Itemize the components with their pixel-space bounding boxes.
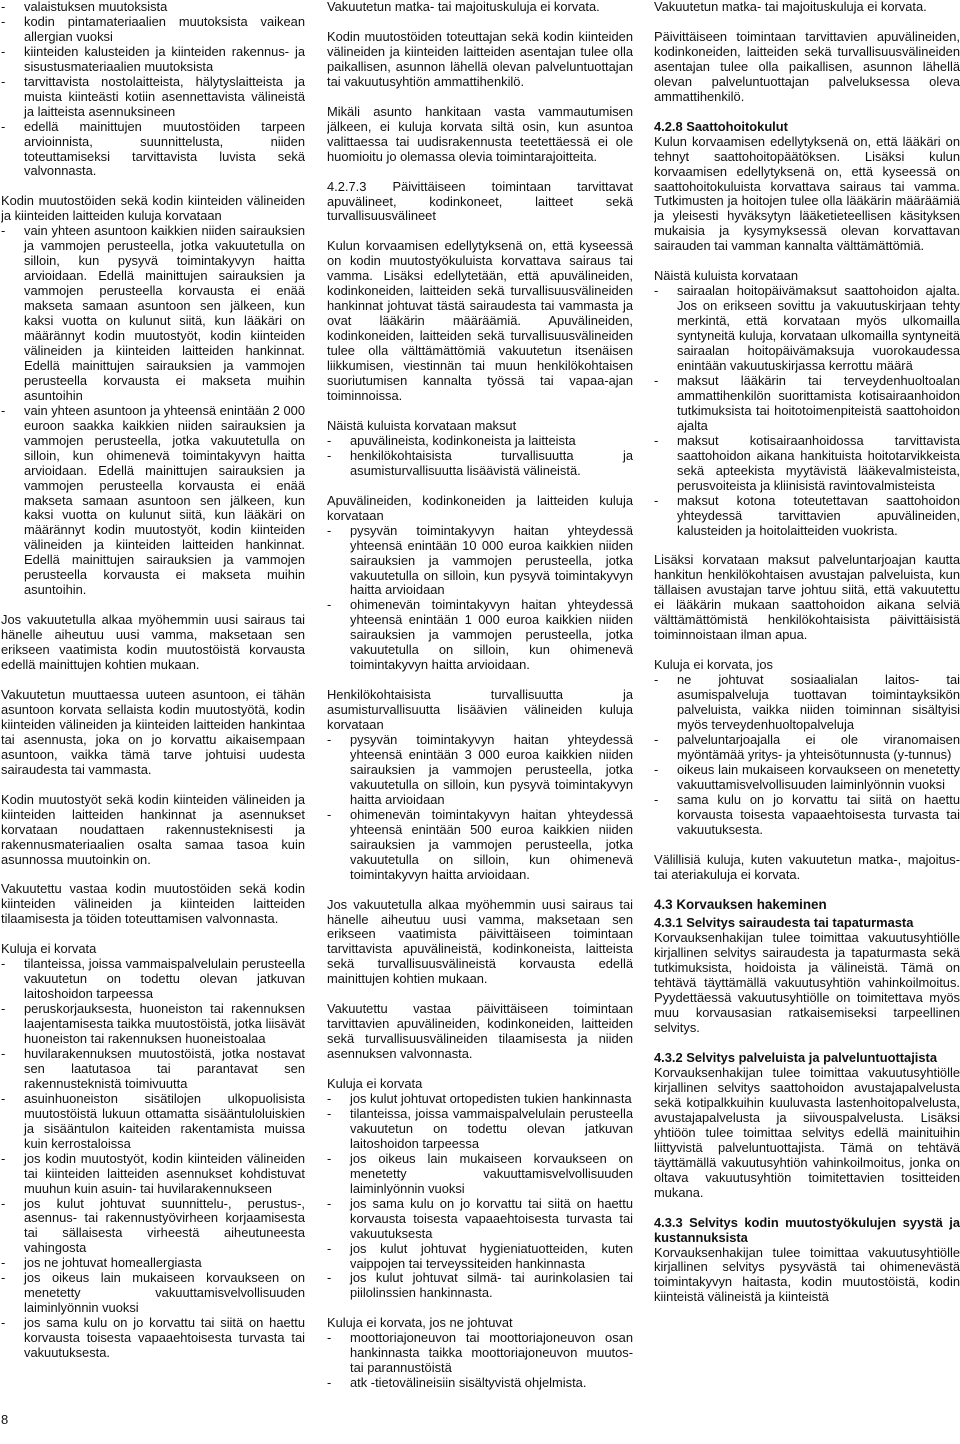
list-item: - palveluntarjoajalla ei ole viranomaisen myöntämää yritys- ja yhteisötunnusta (y-tunnus) <box>654 731 960 762</box>
column-middle <box>327 0 633 1391</box>
paragraph: Kulun korvaamisen edellytyksenä on, että kyseessä on kodin muutostyökuluista korvattava sairaus tai vamma. Lisäksi edellytetään, että apuvälineiden, kodinkoneiden, laitteiden sekä turvallisuusvälineiden hankinnat johtuvat tästä sairaudesta tai vammasta ja ovat lääkärin määräämiä. Apuvälineiden, kodinkoneiden, laitteiden sekä turvallisuusvälineiden tulee olla välttämättömiä vakuutetun itsenäisen liikkumisen, viestinnän tai muun henkilökohtaisen suoriutumisen kannalta työssä tai vapaa-ajan toiminnoissa. <box>327 238 633 403</box>
paragraph: Päivittäiseen toimintaan tarvittavien apuvälineiden, kodinkoneiden, laitteiden sekä turvallisuusvälineiden asentajan tulee olla paikallisen, asunnon lähellä olevan palveluntuottajan palveluksessa oleva ammattihenkilö. <box>654 28 960 104</box>
list-item: - jos kulut johtuvat silmä- tai aurinkolasien tai piilolinssien hankinnasta. <box>327 1270 633 1301</box>
paragraph: Vakuutettu vastaa päivittäiseen toimintaan tarvittavien apuvälineiden, kodinkoneiden, laitteiden sekä turvallisuusvälineiden tilaamisesta ja niiden asennuksen valvonnasta. <box>327 1001 633 1062</box>
list-item: - jos sama kulu on jo korvattu tai siitä on haettu korvausta toisesta vapaaehtoisesta turvasta tai vakuutuksesta <box>327 1195 633 1241</box>
palliative-costs-list <box>654 284 960 538</box>
paragraph: Mikäli asunto hankitaan vasta vammautumisen jälkeen, ei kuluja korvata siltä osin, kun asuntoa valittaessa tai uudisrakennusta teetettäessä ei ole huomioitu jo olemassa olevia toimintarajoitteita. <box>327 103 633 164</box>
list-item: - ne johtuvat sosiaalialan laitos- tai asumispalveluja tuottavan toimintayksikön palveluista, vaikka niiden toiminnan sisältyisi myös terveydenhuoltopalveluja <box>654 672 960 732</box>
list-item: - jos kulut johtuvat suunnittelu-, perustus-, asennus- tai rakennustyövirheen korjaamisesta tai sällaisesta virheestä aiheutuneesta vahingosta <box>1 1195 305 1256</box>
list-item: - jos oikeus lain mukaiseen korvaukseen on menetetty vakuuttamisvelvollisuuden laiminlyönnin vuoksi <box>327 1150 633 1196</box>
list-item: - atk -tietovälineisiin sisältyvistä ohjelmista. <box>327 1375 587 1391</box>
list-item: - jos kulut johtuvat ortopedisten tukien hankinnasta <box>327 1091 632 1107</box>
list-item: - jos kodin muutostyöt, kodin kiinteiden välineiden tai kiinteiden laitteiden asennukset kohdistuvat muuhun kuin asuin- tai huvilarakennukseen <box>1 1150 305 1196</box>
column-left <box>1 0 305 1361</box>
list-item: - maksut kotona toteutettavan saattohoidon yhteydessä tarvittavien apuvälineiden, kalusteiden ja hoitolaitteiden vuokrista. <box>654 492 960 538</box>
exclusions-list <box>1 957 305 1361</box>
list-item: - valaistuksen muutoksista <box>1 0 168 14</box>
list-item: - jos oikeus lain mukaiseen korvaukseen on menetetty vakuuttamisvelvollisuuden laiminlyönnin vuoksi <box>1 1270 305 1316</box>
paragraph: Vakuutetun matka- tai majoituskuluja ei korvata. <box>327 0 600 14</box>
column-right <box>654 0 960 1305</box>
list-item: - jos ne johtuvat homeallergiasta <box>1 1255 202 1271</box>
list-item: - tilanteissa, joissa vammaispalvelulain perusteella vakuutetun on todettu olevan jatkuvan laitoshoidon tarpeessa <box>327 1106 633 1151</box>
list-item: - maksut kotisairaanhoidossa tarvittavista saattohoidon aikana hankituista hoitotarvikkeista sekä apteekista myytävistä lääkevalmisteista, perusvoiteista ja kliinisistä ravintovalmisteista <box>654 432 960 493</box>
section-heading: 4.3.1 Selvitys sairaudesta tai tapaturmasta <box>654 915 914 931</box>
list-item: - pysyvän toimintakyvyn haitan yhteydessä yhteensä enintään 10 000 euroa kaikkien niiden sairauksien ja vammojen perusteella, jotka vakuutetulla on silloin, kun pysyvä toimintakyvyn haitta arvioidaan <box>327 522 633 598</box>
paragraph: Kuluja ei korvata, jos <box>654 657 773 673</box>
paragraph: Lisäksi korvataan maksut palveluntarjoajan kautta hankitun henkilökohtaisen avustajan palveluista, kun tällaisen avustajan tarve johtuu siitä, että vakuutettu ei lääkärin mukaan saattohoidon aikana selviä välttämättömistä henkilökohtaisista päivittäisistä toiminnoistaan ilman apua. <box>654 552 960 643</box>
paragraph: Vakuutettu vastaa kodin muutostöiden sekä kodin kiinteiden välineiden ja kiinteiden laitteiden tilaamisesta ja töiden toteuttamisen valvonnasta. <box>1 881 305 927</box>
paragraph: Kuluja ei korvata, jos ne johtuvat <box>327 1315 513 1331</box>
list-item: - edellä mainittujen muutostöiden tarpeen arvioinnista, suunnittelusta, niiden toteuttamiseksi tarvittavista luvista sekä valvonnasta. <box>1 118 305 179</box>
paragraph: Jos vakuutetulla alkaa myöhemmin uusi sairaus tai hänelle aiheutuu uusi vamma, maksetaan sen erikseen vaatimista kodin muutostöistä korvausta edellä mainittujen kohtien mukaan. <box>1 612 305 673</box>
exclusions-list <box>654 673 960 837</box>
safety-limits-list <box>327 733 633 883</box>
list-item: - jos kulut johtuvat hygieniatuotteiden, kuten vaippojen tai terveyssiteiden hankinnasta <box>327 1240 633 1271</box>
paragraph: Kuluja ei korvata <box>327 1076 423 1092</box>
section-heading: 4.3.2 Selvitys palveluista ja palveluntuottajista <box>654 1050 937 1066</box>
compensated-items-list <box>327 434 633 479</box>
paragraph: Näistä kuluista korvataan <box>654 268 799 284</box>
list-item: - apuvälineista, kodinkoneista ja laitteista <box>327 432 576 448</box>
exclusions-list <box>327 1092 633 1301</box>
list-item: - vain yhteen asuntoon ja yhteensä enintään 2 000 euroon saakka kaikkien niiden sairauksien ja vammojen perusteella, jotka vakuutetulla on silloin, kun ohimenevä toimintakyvyn haitta arvioidaan. Edellä mainittujen sairauksien ja vammojen perusteella korvausta ei enää makseta samaan asuntoon sen jälkeen, kun kaksi vuotta on kulunut siitä, kun lääkäri on määrännyt kodin muutostyöt, kodin kiinteiden välineiden ja kiinteiden laitteiden hankinnat. Edellä mainittujen sairauksien ja vammojen perusteella korvausta ei makseta muihin asuntoihin. <box>1 402 305 598</box>
page-number: 8 <box>1 1412 9 1427</box>
aid-limits-list <box>327 524 633 674</box>
list-item: - sama kulu on jo korvattu tai siitä on haettu korvausta toisesta vapaaehtoisesta turvasta tai vakuutuksesta. <box>654 791 960 837</box>
paragraph: Korvauksenhakijan tulee toimittaa vakuutusyhtiölle kirjallinen selvitys pysyvästä tai ohimenevästä toimintakyvyn haitasta, kodin muutostöistä, kodin kiinteistä välineistä ja kiinteistä <box>654 1244 960 1305</box>
list-item: - vain yhteen asuntoon kaikkien niiden sairauksien ja vammojen perusteella, jotka vakuutetulla on silloin, kun pysyvä toimintakyvyn haitta arvioidaan. Edellä mainittujen sairauksien ja vammojen perusteella korvausta ei enää makseta samaan asuntoon sen jälkeen, kun kaksi vuotta on kulunut siitä, kun lääkäri on määrännyt kodin muutostyöt, kodin kiinteiden välineiden ja kiinteiden laitteiden hankinnat. Edellä mainittujen sairauksien ja vammojen perusteella korvausta ei makseta muihin asuntoihin <box>1 223 305 403</box>
compensation-limits-list <box>1 224 305 598</box>
paragraph: Korvauksenhakijan tulee toimittaa vakuutusyhtiölle kirjallinen selvitys sairaudesta ja tapaturmasta sekä tutkimuksista, hoidoista ja välineistä. Tämä on tehtävä täyttämällä vakuutusyhtiön vahinkoilmoitus. Pyydettäessä vakuutusyhtiölle on toimitettava myös muu korvausasian ratkaisemiseksi tarpeellinen selvitys. <box>654 930 960 1036</box>
paragraph: Jos vakuutetulla alkaa myöhemmin uusi sairaus tai hänelle aiheutuu uusi vamma, maksetaan sen erikseen vaatimista päivittäiseen toimintaan tarvittavista apuvälineistä, kodinkoneista, laitteista sekä turvallisuusvälineistä korvausta edellä mainittujen kohtien mukaan. <box>327 896 633 987</box>
list-item: - jos sama kulu on jo korvattu tai siitä on haettu korvausta toisesta vapaaehtoisesta turvasta tai vakuutuksesta. <box>1 1315 305 1361</box>
section-heading: 4.2.8 Saattohoitokulut <box>654 118 788 134</box>
paragraph: Kodin muutostöiden toteuttajan sekä kodin kiinteiden välineiden ja kiinteiden laitteiden asentajan tulee olla paikallisen, asunnon lähellä olevan palveluntuottajan tai vakuutusyhtiön ammattihenkilö. <box>327 28 633 89</box>
paragraph: Korvauksenhakijan tulee toimittaa vakuutusyhtiölle kirjallinen selvitys saattohoidon avustajapalvelusta sekä kotipalkkuihin kuuluvasta lastenhoitopalvelusta, avustajapalvelusta ja siivouspalvelusta. Lisäksi yhtiöön tulee toimittaa selvitys edellä mainituihin liittyvistä palveluntuottajista. Tämä on tehtävä täyttämällä vakuutusyhtiön vahinkoilmoitus, jonka on oltava vakuutusyhtiön toimitettavien tositteiden mukana. <box>654 1065 960 1200</box>
list-item: - kiinteiden kalusteiden ja kiinteiden rakennus- ja sisustusmateriaalien muutoksista <box>1 43 305 74</box>
list-item: - moottoriajoneuvon tai moottoriajoneuvon osan hankinnasta taikka moottoriajoneuvon muutos- tai parannustöistä <box>327 1330 633 1376</box>
list-item: - henkilökohtaisista turvallisuutta ja asumisturvallisuutta lisäävistä välineistä. <box>327 447 633 478</box>
list-item: - maksut lääkärin tai terveydenhuoltoalan ammattihenkilön suorittamista kotisairaanhoidon tutkimuksista tai hoitotoimenpiteistä saattohoidon ajalta <box>654 372 960 433</box>
paragraph: Välillisiä kuluja, kuten vakuutetun matka-, majoitus- tai ateriakuluja ei korvata. <box>654 851 960 882</box>
paragraph: Apuvälineiden, kodinkoneiden ja laitteiden kuluja korvataan <box>327 492 633 523</box>
list-item: - huvilarakennuksen muutostöistä, jotka nostavat sen laatutasoa tai parantavat sen rakennusteknistä toimivuutta <box>1 1046 305 1091</box>
section-heading: 4.2.7.3 Päivittäiseen toimintaan tarvittavat apuvälineet, kodinkoneet, laitteet sekä turvallisuusvälineet <box>327 178 633 224</box>
paragraph: Kuluja ei korvata <box>1 941 97 957</box>
paragraph: Näistä kuluista korvataan maksut <box>327 417 517 433</box>
list-item: - ohimenevän toimintakyvyn haitan yhteydessä yhteensä enintään 1 000 euroa kaikkien niiden sairauksien ja vammojen perusteella, jotka vakuutetulla on silloin, kun ohimenevä toimintakyvyn haitta arvioidaan. <box>327 597 633 673</box>
section-heading: 4.3.3 Selvitys kodin muutostyökulujen syystä ja kustannuksista <box>654 1214 960 1245</box>
modification-costs-list <box>1 0 305 179</box>
list-item: - oikeus lain mukaiseen korvaukseen on menetetty vakuuttamisvelvollisuuden laiminlyönnin vuoksi <box>654 761 960 792</box>
paragraph: Kodin muutostöiden sekä kodin kiinteiden välineiden ja kiinteiden laitteiden kuluja korvataan <box>1 193 305 224</box>
list-item: - tarvittavista nostolaitteista, hälytyslaitteista ja muista kiinteästi kotiin asennettavista välineistä ja laitteista asennuksineen <box>1 73 305 119</box>
list-item: - pysyvän toimintakyvyn haitan yhteydessä yhteensä enintään 3 000 euroa kaikkien niiden sairauksien ja vammojen perusteella, jotka vakuutetulla on silloin, kun pysyvä toimintakyvyn haitta arvioidaan <box>327 732 633 807</box>
paragraph: Henkilökohtaisista turvallisuutta ja asumisturvallisuutta lisäävien välineiden kuluja korvataan <box>327 687 633 733</box>
list-item: - asuinhuoneiston sisätilojen ulkopuolisista muutostöistä lukuun ottamatta sisääntuloluiskien ja sisääntulon kaiteiden rakentamista muissa kuin kerrostaloissa <box>1 1090 305 1151</box>
list-item: - sairaalan hoitopäivämaksut saattohoidon ajalta. Jos on erikseen sovittu ja vakuutuskirjaan tehty merkintä, että korvataan myös ulkomailla syntyneitä kuluja, korvataan ulkomailla syntyneitä sairaalan hoitopäivämaksuja vuorokaudessa enintään vakuutuskirjassa kerrottu määrä <box>654 283 960 374</box>
list-item: - peruskorjauksesta, huoneiston tai rakennuksen laajentamisesta taikka muutostöistä, jotka liisävät huoneiston tai rakennuksen huoneistoalaa <box>1 1001 305 1047</box>
list-item: - kodin pintamateriaalien muutoksista vaikean allergian vuoksi <box>1 13 305 44</box>
main-section-heading: 4.3 Korvauksen hakeminen <box>654 896 827 912</box>
list-item: - ohimenevän toimintakyvyn haitan yhteydessä yhteensä enintään 500 euroa kaikkien niiden sairauksien ja vammojen perusteella, jotka vakuutetulla on silloin, kun ohimenevä toimintakyvyn haitta arvioidaan. <box>327 806 633 882</box>
paragraph: Vakuutetun matka- tai majoituskuluja ei korvata. <box>654 0 927 14</box>
paragraph: Vakuutetun muuttaessa uuteen asuntoon, ei tähän asuntoon korvata sellaista kodin muutostyötä, kodin kiinteiden välineiden ja kiinteiden laitteiden hankintaa tai asennusta, joka on jo korvattu aikaisempaan asuntoon, vaikka tämä tarve johtuisi uudesta sairaudesta tai vammasta. <box>1 686 305 777</box>
paragraph: Kodin muutostyöt sekä kodin kiinteiden välineiden ja kiinteiden laitteiden hankinnat ja asennukset korvataan noudattaen rakennusteknisesti ja rakennusmateriaalien osalta samaa tasoa kuin asunnossa muutoinkin on. <box>1 791 305 867</box>
list-item: - tilanteissa, joissa vammaispalvelulain perusteella vakuutetun on todettu olevan jatkuvan laitoshoidon tarpeessa <box>1 956 305 1002</box>
paragraph: Kulun korvaamisen edellytyksenä on, että lääkäri on tehnyt saattohoitopäätöksen. Lisäksi kulun korvaamisen edellytyksenä on, että kyseessä on saattohoitokuluista korvattava sairaus tai vamma. Tutkimusten ja hoitojen tulee olla lääkärin määräämiä ja yleisesti hyväksytyn lääketieteellisen käsityksen mukaisia ja kysymyksessä olevan korvattavan sairauden tai vamman kannalta välttämättömiä. <box>654 133 960 254</box>
vehicle-exclusions-list <box>327 1331 633 1391</box>
